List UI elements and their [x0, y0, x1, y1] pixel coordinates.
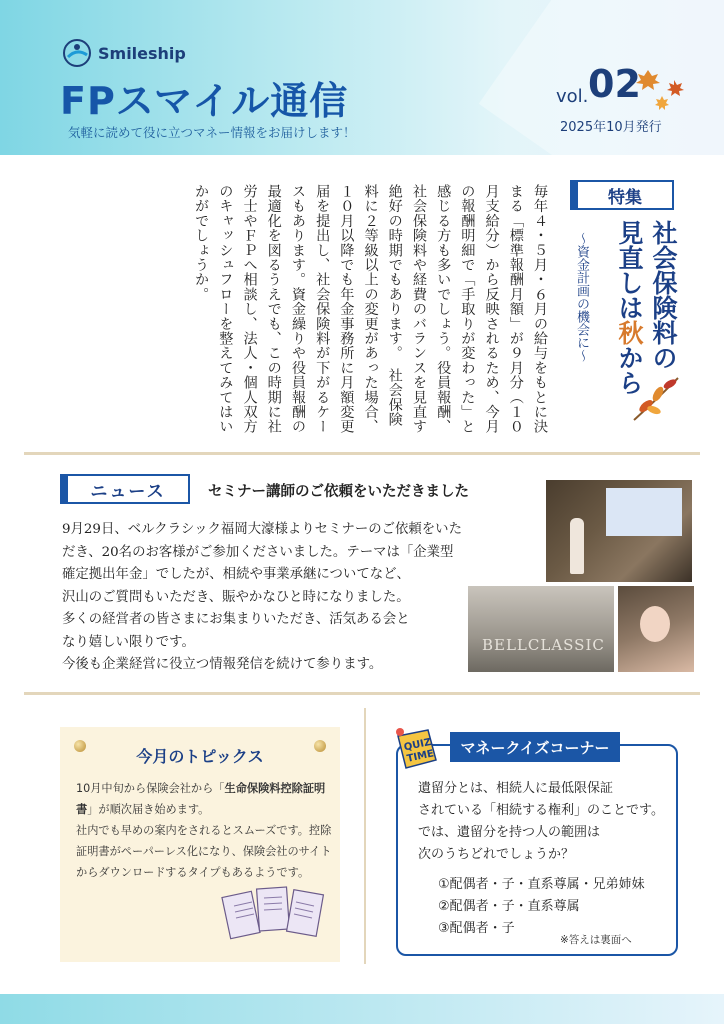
news-headline: セミナー講師のご依頼をいただきました: [208, 484, 469, 500]
brand-name: Smileship: [98, 44, 186, 63]
quiz-question-line: されている「相続する権利」のことです。: [418, 803, 664, 818]
feature-title-line2c: から: [615, 345, 644, 395]
autumn-branch-icon: [626, 372, 684, 424]
feature-body-text: 毎年４・５月・６月の給与をもとに決まる「標準報酬月額」が９月分（１０月支給分）から反映されるため、今月の報酬明細で「手取りが変わった」と感じる方も多いでしょう。役員報酬、社会保険料や経費のバランスを見直す絶好の時期でもあります。 社会保険料に２等級以上の変更があった場合、１０月以降でも年金事務所に月額変更届を提出し、社会保険料が下がるケースもあります。資金繰りや役員報酬の最適化を図るうえでも、この時期に社労士やＦＰへ相談し、法人・個人双方のキャッシュフローを整えてみてはいかがでしょうか。: [193, 184, 548, 434]
topics-text: 10月中旬から保険会社から「: [76, 782, 225, 795]
topics-text: 社内でも早めの案内をされるとスムーズです。控除証明書がペーパーレス化になり、保険会社のサイトからダウンロードするタイプもあるようです。: [76, 824, 332, 879]
feature-subtitle: ～資金計画の機会に～: [574, 232, 589, 362]
news-line: だき、20名のお客様がご参加くださいました。テーマは「企業型: [62, 544, 454, 560]
topics-title: 今月のトピックス: [136, 747, 264, 766]
quiz-icon-text: TIME: [405, 748, 435, 765]
quiz-question-line: 遺留分とは、相続人に最低限保証: [418, 781, 614, 796]
news-badge: ニュース: [60, 474, 190, 504]
issue-date: 2025年10月発行: [560, 120, 662, 135]
smileship-logo-icon: [62, 38, 92, 68]
quiz-options: [438, 874, 645, 940]
volume-number: 02: [588, 62, 641, 106]
news-line: なり嬉しい限りです。: [62, 634, 195, 650]
quiz-question-line: 次のうちどれでしょうか？: [418, 847, 575, 862]
quiz-question: [418, 778, 674, 866]
news-body-text: [62, 519, 492, 677]
quiz-option: ③配偶者・子: [438, 921, 515, 936]
autumn-leaves-icon: [636, 64, 690, 110]
section-divider: [24, 692, 700, 695]
quiz-answer-note: ※答えは裏面へ: [560, 934, 632, 946]
seminar-photo: [546, 480, 692, 582]
volume-label: vol.: [556, 86, 589, 107]
feature-title-line1: 社会保険料の: [649, 220, 678, 370]
section-divider: [24, 452, 700, 455]
quiz-time-icon: [388, 724, 442, 776]
newsletter-title: FPスマイル通信: [60, 79, 349, 123]
feature-badge: 特集: [570, 180, 674, 210]
projection-screen: [606, 488, 682, 536]
quiz-option: ②配偶者・子・直系尊属: [438, 899, 580, 914]
topics-body-text: [76, 778, 332, 883]
feature-title-line2a: 見直しは: [615, 220, 644, 320]
news-line: 9月29日、ベルクラシック福岡大濠様よりセミナーのご依頼をいた: [62, 522, 462, 537]
topics-emphasis: 生命保険料控除証明書: [76, 782, 326, 816]
quiz-question-line: では、遺留分を持つ人の範囲は: [418, 825, 601, 840]
speaker-figure: [570, 518, 584, 574]
newsletter-subtitle: 気軽に読めて役に立つマネー情報をお届けします！: [68, 125, 356, 140]
news-line: 沢山のご質問もいただき、賑やかなひと時になりました。: [62, 589, 410, 605]
quiz-option: ①配偶者・子・直系尊属・兄弟姉妹: [438, 877, 645, 892]
venue-sign: BELLCLASSIC: [482, 636, 605, 654]
quiz-icon-text: QUIZ: [403, 736, 433, 754]
news-line: 多くの経営者の皆さまにお集まりいただき、活気ある会と: [62, 612, 410, 627]
news-line: 今後も企業経営に役立つ情報発信を続けて参ります。: [62, 657, 383, 672]
news-line: 確定拠出年金」でしたが、相続や事業承継についてなど、: [62, 567, 410, 582]
portrait-face: [640, 606, 670, 642]
footer-band: [0, 994, 724, 1024]
documents-icon: [220, 880, 330, 950]
quiz-badge: マネークイズコーナー: [450, 732, 620, 762]
venue-photo: [468, 586, 614, 672]
feature-title-highlight: 秋: [615, 320, 644, 345]
column-divider: [364, 708, 366, 964]
topics-text: 」が順次届き始めます。: [87, 803, 210, 816]
speaker-portrait-photo: [618, 586, 694, 672]
